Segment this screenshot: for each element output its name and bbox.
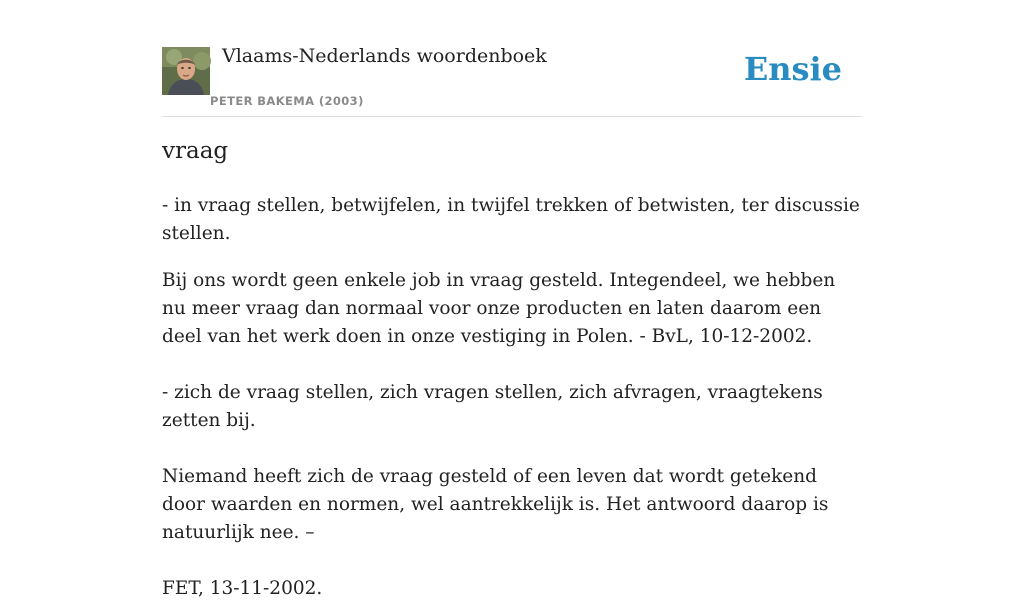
dictionary-title[interactable]: Vlaams-Nederlands woordenboek xyxy=(222,45,547,67)
author-name[interactable]: PETER BAKEMA (2003) xyxy=(210,94,364,108)
author-avatar[interactable] xyxy=(162,47,210,95)
paragraph-spacer xyxy=(162,351,862,379)
dictionary-entry-page xyxy=(162,0,862,599)
sense-definition: - zich de vraag stellen, zich vragen stellen, zich afvragen, vraagtekens zetten bij. xyxy=(162,382,823,431)
example-source: FET, 13-11-2002. xyxy=(162,578,323,599)
entry-body xyxy=(162,192,862,603)
example-quote: Bij ons wordt geen enkele job in vraag gesteld. Integendeel, we hebben nu meer vraag dan normaal voor onze producten en laten daarom een deel van het werk doen in onze vestiging in Polen. - BvL, 10-12-2002. xyxy=(162,270,836,347)
example-quote: Niemand heeft zich de vraag gesteld of een leven dat wordt getekend door waarden en normen, wel aantrekkelijk is. Het antwoord daarop is natuurlijk nee. – xyxy=(162,466,829,543)
brand-logo[interactable]: Ensie xyxy=(743,50,842,88)
author-photo-icon xyxy=(162,47,210,95)
entry-title: vraag xyxy=(162,138,229,164)
sense-definition: - in vraag stellen, betwijfelen, in twijfel trekken of betwisten, ter discussie stellen. xyxy=(162,195,860,244)
entry-header xyxy=(162,0,862,117)
paragraph-spacer xyxy=(162,547,862,575)
paragraph-spacer xyxy=(162,435,862,463)
